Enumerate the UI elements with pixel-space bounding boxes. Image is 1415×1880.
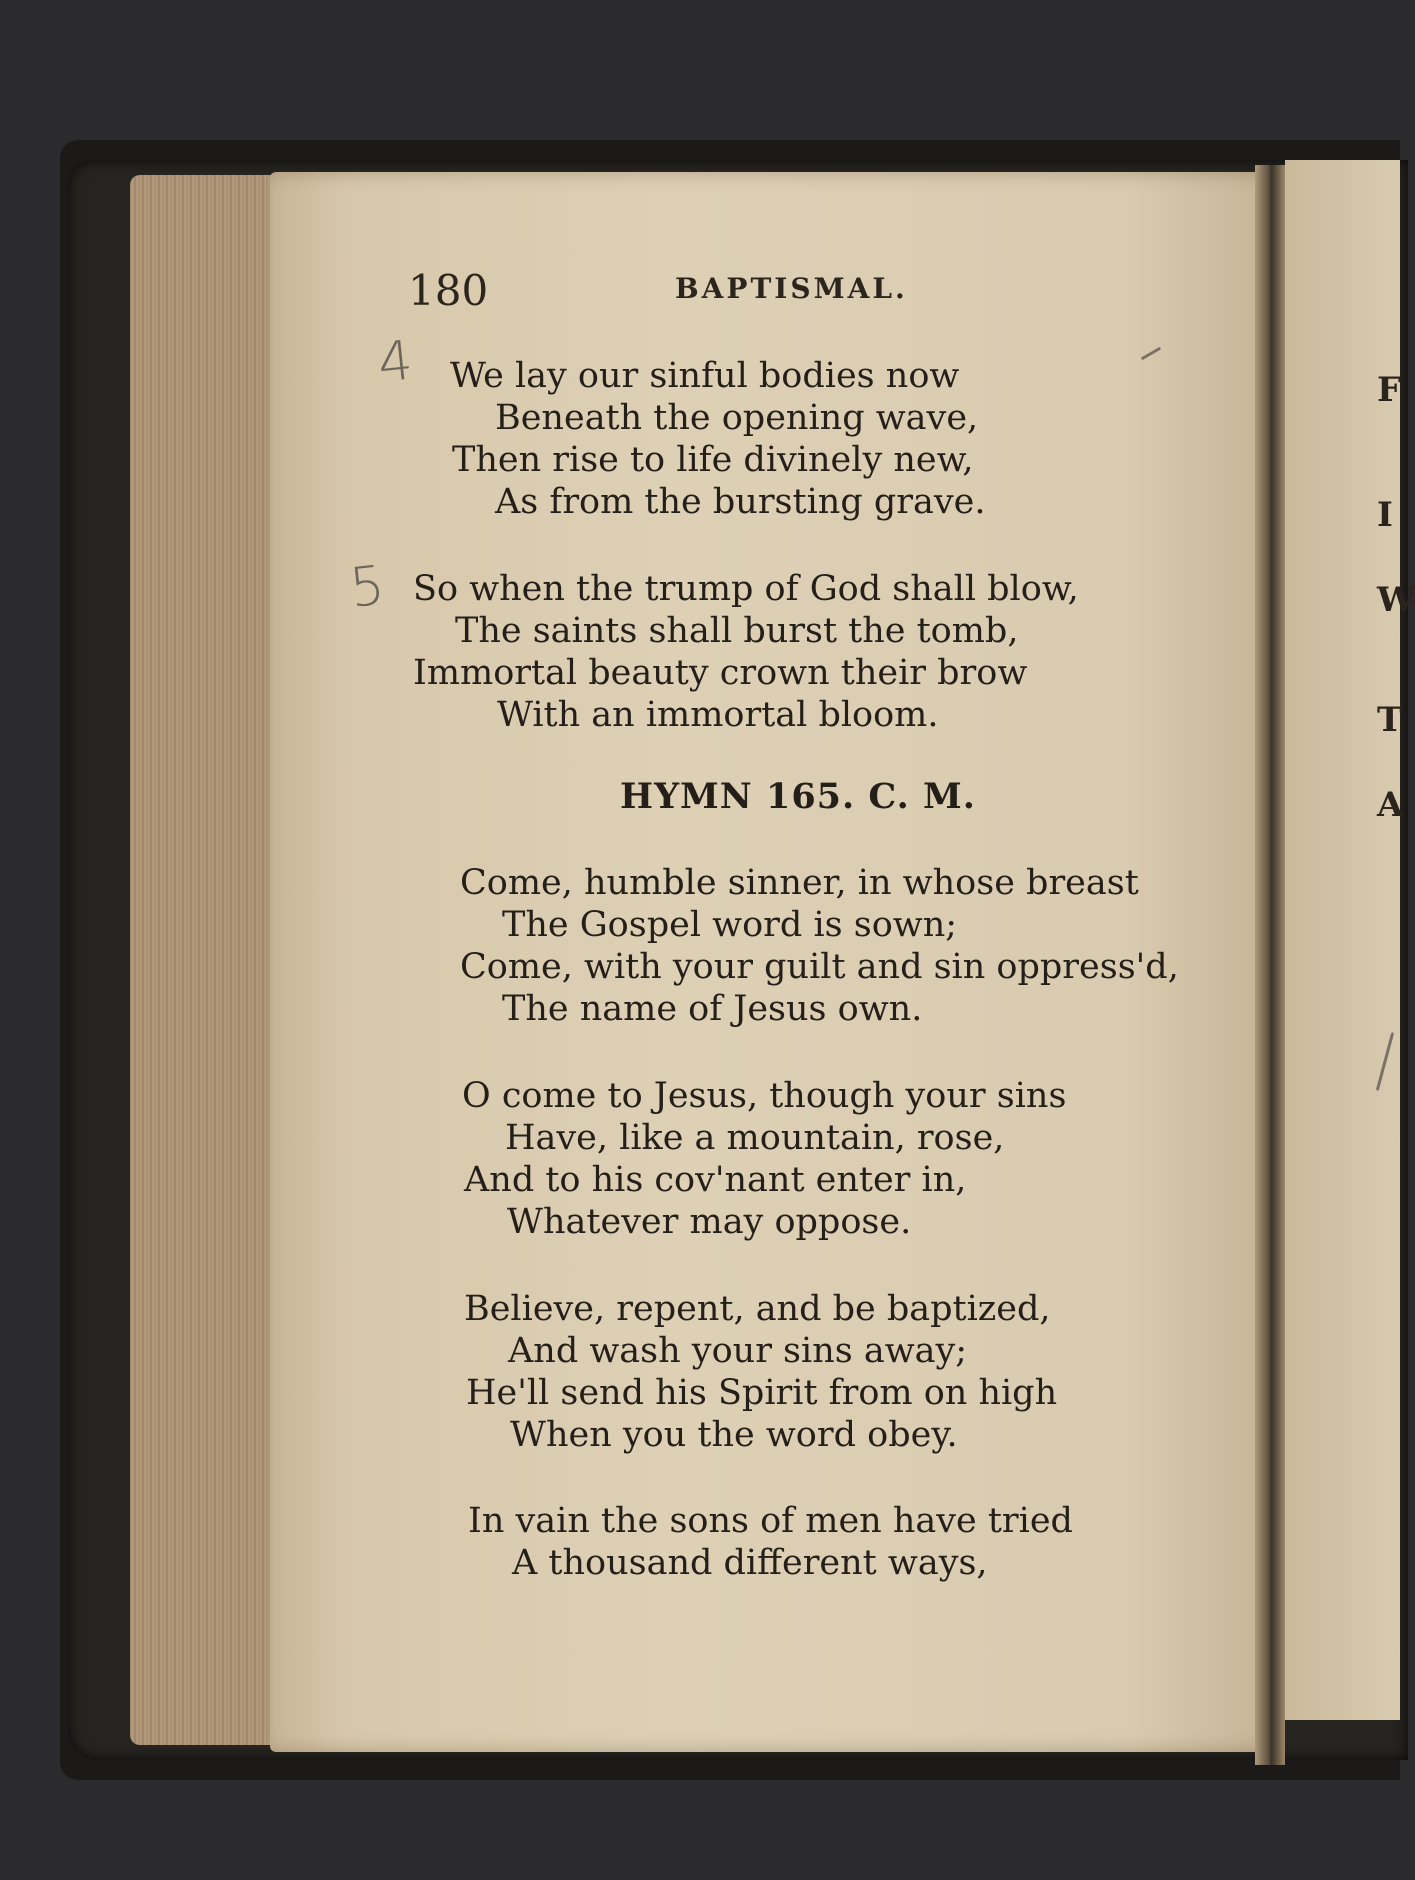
facing-page-letter: I xyxy=(1377,495,1393,535)
facing-page-letter: F xyxy=(1377,370,1402,410)
facing-page-letter: T xyxy=(1377,700,1403,740)
page-edges xyxy=(130,175,290,1745)
book-gutter xyxy=(1255,165,1285,1765)
section-title: BAPTISMAL. xyxy=(675,272,908,305)
verse-line: Then rise to life divinely new, xyxy=(452,440,974,480)
verse-line: Come, humble sinner, in whose breast xyxy=(460,863,1139,903)
verse-line: O come to Jesus, though your sins xyxy=(462,1076,1067,1116)
verse-line: As from the bursting grave. xyxy=(495,482,986,522)
verse-line: Come, with your guilt and sin oppress'd, xyxy=(460,947,1179,987)
verse-line: The saints shall burst the tomb, xyxy=(455,611,1019,651)
verse-line: A thousand different ways, xyxy=(512,1543,988,1583)
verse-line: When you the word obey. xyxy=(510,1415,958,1455)
verse-line: With an immortal bloom. xyxy=(497,695,939,735)
verse-line: We lay our sinful bodies now xyxy=(450,356,960,396)
page-number: 180 xyxy=(408,266,489,315)
facing-page-letter: W xyxy=(1377,580,1415,620)
verse-line: Believe, repent, and be baptized, xyxy=(464,1289,1051,1329)
verse-line: In vain the sons of men have tried xyxy=(468,1501,1073,1541)
margin-stanza-number: 4 xyxy=(374,328,416,395)
margin-stanza-number: 5 xyxy=(346,553,388,620)
verse-line: And to his cov'nant enter in, xyxy=(464,1160,967,1200)
facing-page-letter: A xyxy=(1377,785,1404,825)
verse-line: The Gospel word is sown; xyxy=(502,905,958,945)
verse-line: Have, like a mountain, rose, xyxy=(505,1118,1005,1158)
verse-line: And wash your sins away; xyxy=(508,1331,968,1371)
hymn-heading: HYMN 165. C. M. xyxy=(620,776,976,817)
verse-line: Beneath the opening wave, xyxy=(495,398,979,438)
verse-line: Whatever may oppose. xyxy=(507,1202,912,1242)
verse-line: So when the trump of God shall blow, xyxy=(413,569,1079,609)
verse-line: Immortal beauty crown their brow xyxy=(413,653,1028,693)
verse-line: The name of Jesus own. xyxy=(502,989,923,1029)
verse-line: He'll send his Spirit from on high xyxy=(466,1373,1058,1413)
